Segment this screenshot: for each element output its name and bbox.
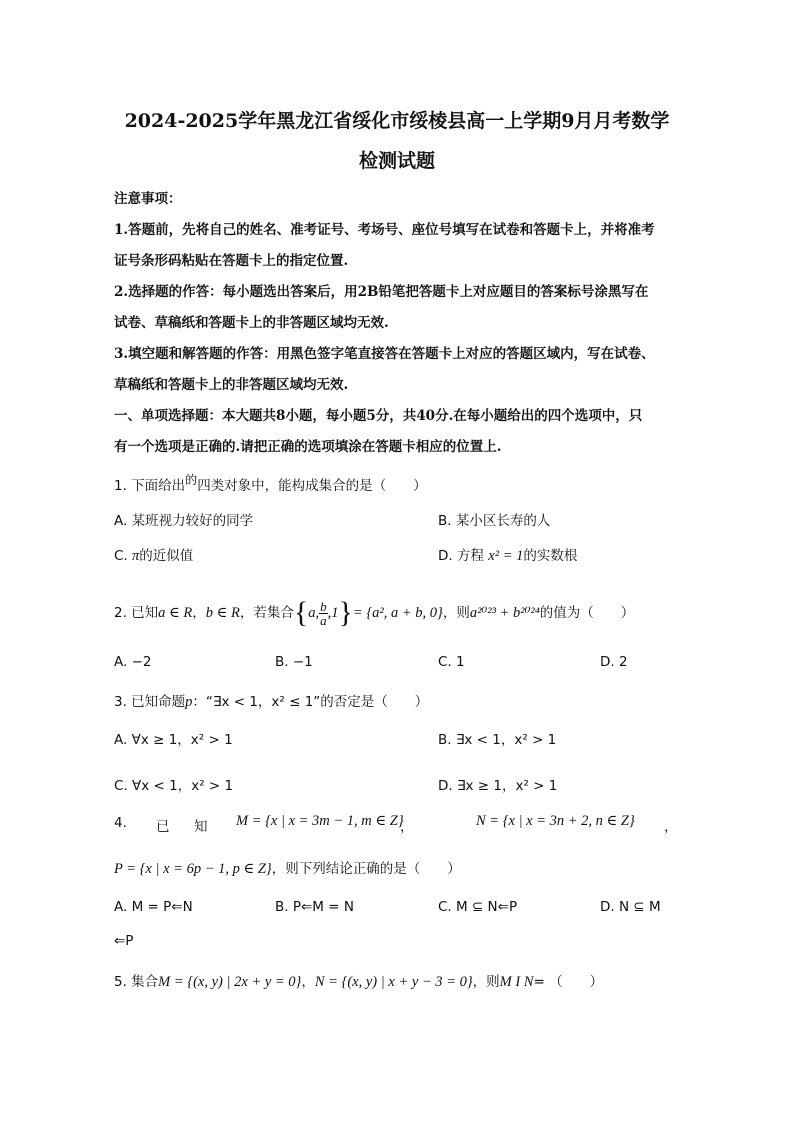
- q2-math-b-in-r: b ∈ R: [205, 605, 240, 621]
- q1-stem-part2: 四类对象中，能构成集合的是（ ）: [197, 478, 427, 494]
- q4-option-b: B. P⇐M = N: [275, 899, 354, 915]
- q2-math-a-in-r: a ∈ R: [158, 605, 193, 621]
- q2-set-left-b: ,1: [327, 605, 339, 621]
- q4-number: 4.: [114, 815, 127, 831]
- q1-option-d-math: x² = 1: [488, 548, 524, 564]
- q4-set-m: M = {x | x = 3m − 1, m ∈ Z}: [236, 813, 404, 829]
- left-brace-symbol: {: [293, 596, 309, 629]
- q1-stem-superscript: 的: [185, 473, 198, 487]
- exam-title-line2: 检测试题: [358, 150, 435, 172]
- question-5-stem: [114, 970, 603, 991]
- q1-option-c-math: π: [132, 548, 140, 564]
- question-2-stem: [114, 596, 634, 630]
- q2-option-d: D. 2: [600, 654, 628, 670]
- q1-option-c: [114, 544, 193, 565]
- q3-option-c: C. ∀x < 1，x² > 1: [114, 778, 234, 794]
- q5-stem-part3: = （ ）: [533, 974, 604, 990]
- notice-item2-line2: 试卷、草稿纸和答题卡上的非答题区域均无效.: [114, 315, 389, 331]
- q1-option-c-text: 的近似值: [139, 548, 194, 564]
- q1-option-a: A. 某班视力较好的同学: [114, 513, 254, 529]
- notice-item3-line2: 草稿纸和答题卡上的非答题区域均无效.: [114, 377, 349, 393]
- question-3-stem: [114, 690, 428, 711]
- q1-option-d: [438, 544, 577, 565]
- section1-instruction-line1: 一、单项选择题：本大题共8小题，每小题5分，共40分.在每小题给出的四个选项中，只: [114, 408, 643, 424]
- q4-comma2: ，: [664, 819, 678, 835]
- right-brace-symbol: }: [338, 596, 353, 629]
- q4-stem-part2: ，则下列结论正确的是（ ）: [271, 861, 461, 877]
- q2-fraction-numerator: b: [320, 598, 327, 614]
- q2-set-left-a: a,: [308, 605, 320, 621]
- q1-option-d-label: D. 方程: [438, 548, 489, 564]
- q4-word-zhi: 知: [194, 819, 208, 835]
- q2-stem-part1: 2. 已知: [114, 605, 159, 621]
- q3-option-d: D. ∃x ≥ 1，x² > 1: [438, 778, 558, 794]
- notice-heading: 注意事项：: [114, 191, 182, 207]
- q3-proposition-p: p: [185, 694, 193, 710]
- q5-stem-part1: 5. 集合: [114, 974, 159, 990]
- q4-word-yi: 已: [156, 819, 170, 835]
- notice-item2-line1: 2.选择题的作答：每小题选出答案后，用2B铅笔把答题卡上对应题目的答案标号涂黑写在: [114, 284, 649, 300]
- q3-stem-part1: 3. 已知命题: [114, 694, 186, 710]
- question-4-stem-line2: [114, 857, 461, 878]
- q4-comma: ，: [400, 819, 414, 835]
- exam-title-line1: 2024-2025学年黑龙江省绥化市绥棱县高一上学期9月月考数学: [124, 110, 670, 132]
- q2-equals: =: [352, 605, 367, 621]
- q2-option-c: C. 1: [438, 654, 465, 670]
- q3-stem-part2: ：“∃x < 1，x² ≤ 1”的否定是（ ）: [192, 694, 429, 710]
- notice-item1-line1: 1.答题前，先将自己的姓名、准考证号、考场号、座位号填写在试卷和答题卡上，并将准考: [114, 222, 655, 238]
- q4-option-c: C. M ⊆ N⇐P: [438, 899, 518, 915]
- q2-power-expression: a²⁰²³ + b²⁰²⁴: [469, 605, 540, 621]
- q5-set-m: M = {(x, y) | 2x + y = 0}: [158, 974, 302, 990]
- q4-set-p: P = {x | x = 6p − 1, p ∈ Z}: [114, 861, 272, 877]
- q2-fraction-denominator: a: [320, 612, 327, 628]
- section1-instruction-line2: 有一个选项是正确的.请把正确的选项填涂在答题卡相应的位置上.: [114, 439, 502, 455]
- q1-option-c-label: C.: [114, 548, 133, 564]
- q3-option-a: A. ∀x ≥ 1，x² > 1: [114, 732, 233, 748]
- q2-stem-part4: 的值为（ ）: [539, 605, 635, 621]
- q1-option-d-text: 的实数根: [523, 548, 578, 564]
- q4-option-d: D. N ⊆ M: [600, 899, 661, 915]
- q2-sep: ，: [192, 605, 206, 621]
- q3-option-b: B. ∃x < 1，x² > 1: [438, 732, 557, 748]
- q1-stem-part1: 1. 下面给出: [114, 478, 186, 494]
- notice-item1-line2: 证号条形码粘贴在答题卡上的指定位置.: [114, 253, 349, 269]
- q4-set-n: N = {x | x = 3n + 2, n ∈ Z}: [476, 813, 635, 829]
- question-1-stem: [114, 474, 427, 494]
- q2-stem-part2: ，若集合: [239, 605, 294, 621]
- q2-fraction-b-over-a: [319, 600, 328, 627]
- q4-option-d-continuation: ⇐P: [114, 933, 134, 949]
- q2-stem-part3: ，则: [442, 605, 470, 621]
- q5-stem-part2: ，则: [472, 974, 500, 990]
- notice-item3-line1: 3.填空题和解答题的作答：用黑色签字笔直接答在答题卡上对应的答题区域内，写在试卷、: [114, 346, 655, 362]
- q2-option-b: B. −1: [275, 654, 313, 670]
- q5-set-n: N = {(x, y) | x + y − 3 = 0}: [314, 974, 473, 990]
- q2-set-right: {a², a + b, 0}: [366, 605, 443, 621]
- q5-intersection-expression: M I N: [499, 974, 534, 990]
- q4-option-a: A. M = P⇐N: [114, 899, 193, 915]
- q2-option-a: A. −2: [114, 654, 152, 670]
- q1-option-b: B. 某小区长寿的人: [438, 513, 551, 529]
- q5-sep: ，: [301, 974, 315, 990]
